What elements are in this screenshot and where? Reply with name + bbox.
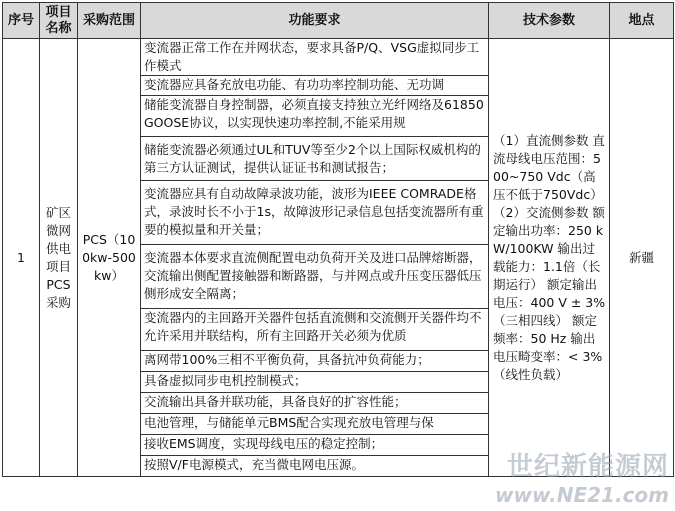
header-row	[3, 3, 674, 39]
requirement-item: 储能变流器自身控制器，必须直接支持独立光纤网络及61850 GOOSE协议，以实现快速功率控制,不能采用规	[141, 96, 489, 137]
requirement-item: 具备虚拟同步电机控制模式；	[141, 372, 489, 393]
header-place: 地点	[610, 3, 674, 39]
row-name: 矿区微网供电项目PCS采购	[40, 39, 78, 477]
watermark-url: www.NE21.com	[494, 483, 669, 507]
row-spec: （1）直流侧参数 直流母线电压范围：500~750 Vdc（高压不低于750Vdc） （2）交流侧参数 额定输出功率：250 kW/100KW 输出过载能力：1.1倍（长期运行） 额定输出电压：400 V ± 3%（三相四线） 额定频率：50 Hz 输出电压畸变率：< 3%（线性负载）	[489, 39, 610, 477]
requirement-item: 电池管理，与储能单元BMS配合实现充放电管理与保	[141, 414, 489, 435]
header-scope: 采购范围	[78, 3, 141, 39]
requirement-item: 变流器内的主回路开关器件包括直流侧和交流侧开关器件均不允许采用并联结构，所有主回路开关必须为优质	[141, 309, 489, 351]
row-no: 1	[3, 39, 40, 477]
requirement-item: 交流输出具备并联功能，具备良好的扩容性能；	[141, 393, 489, 414]
requirement-item: 变流器应具备充放电功能、有功功率控制功能、无功调	[141, 76, 489, 96]
requirement-item: 按照V/F电源模式，充当微电网电压源。	[141, 456, 489, 477]
header-func: 功能要求	[141, 3, 489, 39]
header-spec: 技术参数	[489, 3, 610, 39]
requirement-item: 变流器应具有自动故障录波功能，波形为IEEE COMRADE格式，录波时长不小于1s，故障波形记录信息包括变流器所有重要的模拟量和开关量；	[141, 181, 489, 245]
table-row	[3, 39, 674, 76]
watermark-text: 世纪新能源网	[506, 452, 669, 482]
procurement-table	[2, 2, 674, 477]
requirement-item: 变流器本体要求直流侧配置电动负荷开关及进口品牌熔断器，交流输出侧配置接触器和断路器，与并网点或升压变压器低压侧形成安全隔离；	[141, 245, 489, 309]
requirement-item: 接收EMS调度，实现母线电压的稳定控制；	[141, 435, 489, 456]
row-place: 新疆	[610, 39, 674, 477]
requirement-item: 储能变流器必须通过UL和TUV等至少2个以上国际权威机构的第三方认证测试，提供认证证书和测试报告；	[141, 137, 489, 181]
requirement-item: 变流器正常工作在并网状态，要求具备P/Q、VSG虚拟同步工作模式	[141, 39, 489, 76]
requirement-item: 离网带100%三相不平衡负荷，具备抗冲负荷能力；	[141, 351, 489, 372]
row-scope: PCS（100kw-500kw）	[78, 39, 141, 477]
header-no: 序号	[3, 3, 40, 39]
header-name: 项目名称	[40, 3, 78, 39]
